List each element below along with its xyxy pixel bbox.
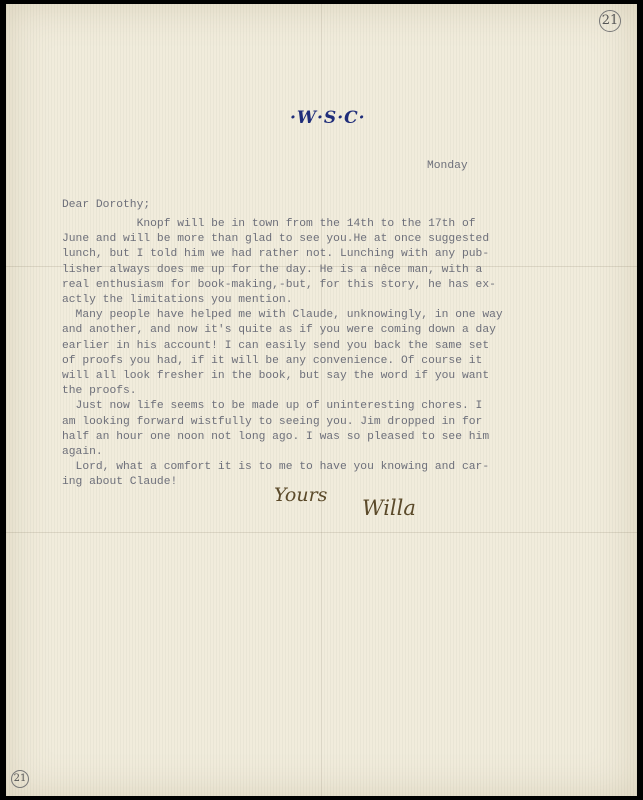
body-line: will all look fresher in the book, but say the word if you want bbox=[62, 370, 490, 383]
body-line: lisher always does me up for the day. He is a nêce man, with a bbox=[62, 263, 483, 276]
letter-body bbox=[62, 217, 592, 491]
body-line: again. bbox=[62, 446, 103, 459]
body-line: lunch, but I told him we had rather not. Lunching with any pub- bbox=[62, 248, 490, 261]
signature-name: Willa bbox=[362, 496, 416, 520]
body-line: Many people have helped me with Claude, unknowingly, in one way bbox=[62, 309, 503, 322]
body-line: of proofs you had, if it will be any convenience. Of course it bbox=[62, 354, 483, 367]
body-line: June and will be more than glad to see you.He at once suggested bbox=[62, 233, 490, 246]
body-line: Lord, what a comfort it is to me to have you knowing and car- bbox=[62, 461, 490, 474]
body-line: Just now life seems to be made up of uninteresting chores. I bbox=[62, 400, 483, 413]
body-line: half an hour one noon not long ago. I was so pleased to see him bbox=[62, 430, 490, 443]
body-line: earlier in his account! I can easily send you back the same set bbox=[62, 339, 490, 352]
body-line: actly the limitations you mention. bbox=[62, 294, 293, 307]
salutation: Dear Dorothy; bbox=[62, 199, 151, 211]
body-line: Knopf will be in town from the 14th to the 17th of bbox=[62, 218, 476, 230]
body-line: real enthusiasm for book-making,-but, for this story, he has ex- bbox=[62, 278, 496, 291]
page-number-bottom: 21 bbox=[11, 770, 29, 788]
body-line: and another, and now it's quite as if you were coming down a day bbox=[62, 324, 496, 337]
body-line: the proofs. bbox=[62, 385, 137, 398]
letterhead-monogram: ·W·S·C· bbox=[290, 108, 366, 128]
page-number-top: 21 bbox=[599, 10, 621, 32]
letter-page bbox=[6, 4, 637, 796]
letter-date: Monday bbox=[427, 160, 468, 172]
signature-closing: Yours bbox=[274, 484, 328, 506]
body-line: ing about Claude! bbox=[62, 476, 178, 489]
body-line: am looking forward wistfully to seeing you. Jim dropped in for bbox=[62, 415, 483, 428]
